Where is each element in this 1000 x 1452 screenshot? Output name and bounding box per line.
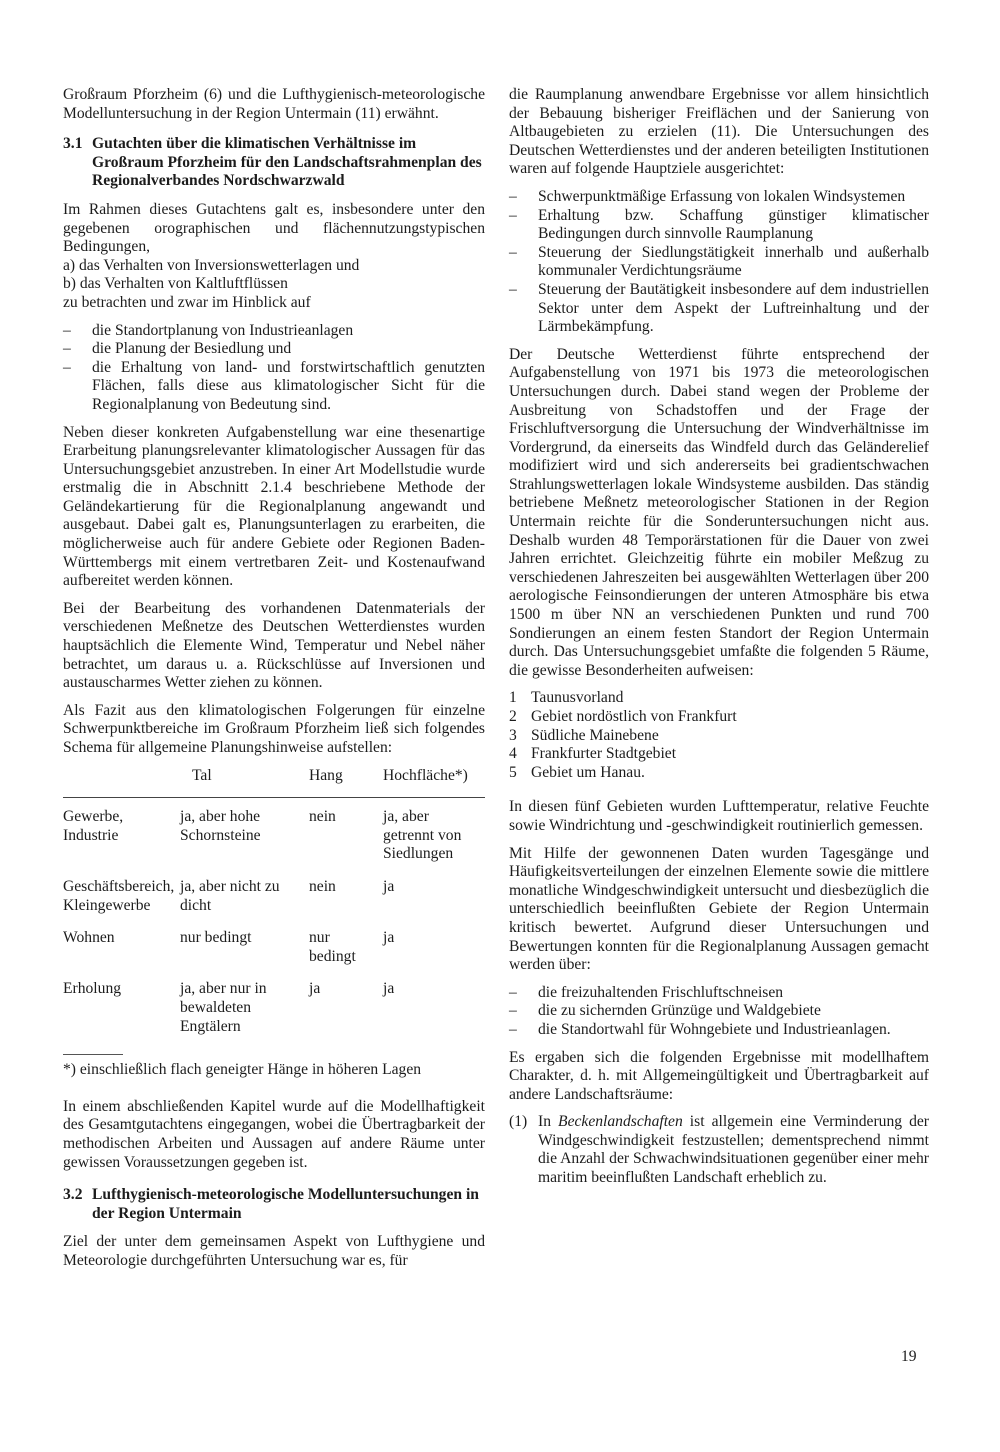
table-footnote: *) einschließlich flach geneigter Hänge in höheren Lagen [63,1061,422,1079]
table-cell: ja, aber getrennt von Siedlungen [383,808,462,863]
table-header-row [63,767,485,798]
table-cell: Geschäftsbereich, Kleingewerbe [63,877,175,914]
table-row [63,919,485,970]
list-item-b: b) das Verhalten von Kaltluftflüssen [63,275,288,293]
list-item: – die Standortplanung von Industrieanlagen [63,321,354,339]
table-cell: Wohnen [63,929,115,947]
paragraph: Als Fazit aus den klimatologischen Folgerungen für einzelne Schwerpunktbereiche im Großraum Pforzheim ließ sich folgendes Schema für allgemeine Planungshinweise aufstellen: [63,701,485,756]
page-number: 19 [901,1348,917,1365]
paragraph: Es ergaben sich die folgenden Ergebnisse mit modellhaftem Charakter, d. h. mit Allgemeingültigkeit und Übertragbarkeit auf andere Landschaftsräume: [509,1048,929,1103]
table-row [63,868,485,919]
list-item: – Erhaltung bzw. Schaffung günstiger klimatischer Bedingungen durch sinnvolle Raumplanung [509,206,929,243]
table-header: Hochfläche*) [383,767,485,798]
enum-number: (1) [509,1113,528,1131]
table-cell: Erholung [63,980,122,998]
dash-list [509,984,929,1040]
paragraph: Neben dieser konkreten Aufgabenstellung war eine thesenartige Erarbeitung planungsrelevanter klimatologischer Aussagen für das Untersuchungsgebiet anzustreben. In einer Art Modellstudie wurde erstmalig die in Abschnitt 2.1.4 beschriebene Methode der Geländekartierung für die Regionalplanung angewandt und ausgebaut. Dabei galt es, Planungsunterlagen zu erarbeiten, die möglicherweise auch für andere Gebiete oder Regionen Baden-Württembergs mit einem vertretbaren Zeit- und Kostenaufwand aufbereitet werden können. [63,423,485,590]
table-cell: nur bedingt [309,929,356,965]
section-heading-3-1 [63,135,485,191]
list-item: – die Standortwahl für Wohngebiete und Industrieanlagen. [509,1020,891,1038]
paragraph: Im Rahmen dieses Gutachtens galt es, insbesondere unter den gegebenen orographischen und flächennutzungstypischen Bedingungen, [63,200,485,256]
enumerated-item [509,1113,929,1187]
list-item: – die Erhaltung von land- und forstwirtschaftlich genutzten Flächen, falls diese aus klimatologischer Sicht für die Regionalplanung von Bedeutung sind. [63,358,485,413]
section-number: 3.1 [63,135,83,153]
table-header: Tal [180,767,309,798]
paragraph: die Raumplanung anwendbare Ergebnisse vor allem hinsichtlich der Bebauung bisheriger Freiflächen und der Sanierung von Altbaugebieten zu erzielen (11). Die Untersuchungen des Deutschen Wetterdienstes und der anderen beteiligten Institutionen waren auf folgende Hauptziele ausgerichtet: [509,86,929,178]
table-cell: nur bedingt [180,929,252,947]
area-list [509,689,929,782]
list-item: 5 Gebiet um Hanau. [509,763,645,781]
table-header: Hang [309,767,383,798]
paragraph-continuation: zu betrachten und zwar im Hinblick auf [63,293,311,311]
table-cell: ja, aber hohe Schornsteine [180,808,261,844]
table-cell: ja [383,877,395,895]
table-row [63,798,485,868]
section-number: 3.2 [63,1186,83,1204]
list-item: – Steuerung der Siedlungstätigkeit innerhalb und außerhalb kommunaler Verdichtungsräume [509,243,929,280]
right-column [509,86,929,1188]
enum-text: In Beckenlandschaften ist allgemein eine Verminderung der Windgeschwindigkeit festzustellen; dementsprechend nimmt die Anzahl der Schwachwindsituationen gegenüber einer mehr maritim beeinflußten Landschaft erheblich zu. [538,1113,929,1187]
list-item: 4 Frankfurter Stadtgebiet [509,745,677,763]
footnote-divider [63,1054,123,1055]
table-cell: ja [383,980,395,998]
list-item: – die Planung der Besiedlung und [63,340,292,358]
list-item: – Steuerung der Bautätigkeit insbesondere auf dem industriellen Sektor unter dem Aspekt der Luftreinhaltung und der Lärmbekämpfung. [509,280,929,336]
table-cell: nein [309,877,336,895]
table-cell: nein [309,808,336,826]
paragraph: In diesen fünf Gebieten wurden Lufttemperatur, relative Feuchte sowie Windrichtung und -geschwindigkeit routinierlich gemessen. [509,798,929,834]
left-column [63,86,485,1279]
section-heading-3-2 [63,1186,485,1223]
table-cell: Gewerbe, Industrie [63,808,124,844]
paragraph: Der Deutsche Wetterdienst führte entsprechend der Aufgabenstellung von 1971 bis 1973 die meteorologischen Untersuchungen durch. Dabei stand wegen der Probleme der Ausbreitung von Schadstoffen und der Frage der Frischluftversorgung die Untersuchung der Windverhältnisse im Vordergrund, da einerseits das Windfeld durch das Geländerelief modifiziert wird und sich andererseits bei gradientschwachen Strahlungswetterlagen lokale Windsysteme ausbilden. Das ständig betriebene Meßnetz meteorologischer Stationen in der Region Untermain reichte für die Sonderuntersuchungen nicht aus. Deshalb wurden 48 Temporärstationen für die Dauer von zwei Jahren errichtet. Gleichzeitig führte ein mobiler Meßzug zu verschiedenen Jahreszeiten bei ausgewählten Wetterlagen über 200 aerologische Feinsondierungen der unteren Atmosphäre bis etwa 1500 m über NN an verschiedenen Punkten und rund 700 Sondierungen an einem festen Standort der Region Untermain durch. Das Untersuchungsgebiet umfaßte die folgenden 5 Räume, die gewisse Besonderheiten aufweisen: [509,345,929,679]
paragraph: Bei der Bearbeitung des vorhandenen Datenmaterials der verschiedenen Meßnetze des Deutschen Wetterdienstes wurden hauptsächlich die Elemente Wind, Temperatur und Nebel näher betrachtet, um daraus u. a. Rückschlüsse auf Inversionen und austauscharmes Wetter ziehen zu können. [63,599,485,692]
list-item: – die freizuhaltenden Frischluftschneisen [509,983,784,1001]
table-cell: ja [383,929,395,947]
intro-paragraph: Großraum Pforzheim (6) und die Lufthygienisch-meteorologische Modelluntersuchung in der Region Untermain (11) erwähnt. [63,86,485,122]
planning-schema-table [63,767,485,1041]
section-title: Lufthygienisch-meteorologische Modelluntersuchungen in der Region Untermain [92,1186,479,1222]
list-item: – Schwerpunktmäßige Erfassung von lokalen Windsystemen [509,187,906,205]
list-item-a: a) das Verhalten von Inversionswetterlagen und [63,256,360,274]
list-item: – die zu sichernden Grünzüge und Waldgebiete [509,1002,821,1020]
table-header [63,767,180,798]
paragraph: Ziel der unter dem gemeinsamen Aspekt von Lufthygiene und Meteorologie durchgeführten Untersuchung war es, für [63,1233,485,1269]
table-row [63,970,485,1040]
list-item: 2 Gebiet nordöstlich von Frankfurt [509,708,737,725]
paragraph: Mit Hilfe der gewonnenen Daten wurden Tagesgänge und Häufigkeitsverteilungen der einzelnen Elemente sowie die mittlere monatliche Windgeschwindigkeit untersucht und diesbezüglich die unterschiedlich beeinflußten Gebiete der Region Untermain kritisch bewertet. Aufgrund dieser Untersuchungen und Bewertungen konnten für die Regionalplanung Aussagen gemacht werden über: [509,844,929,974]
list-item: 3 Südliche Mainebene [509,726,659,744]
list-item: 1 Taunusvorland [509,689,624,707]
table-cell: ja, aber nur in bewaldeten Engtälern [180,980,267,1035]
dash-list [63,322,485,415]
table-cell: ja, aber nicht zu dicht [180,877,280,914]
dash-list [509,188,929,337]
table-cell: ja [309,980,321,998]
section-title: Gutachten über die klimatischen Verhältnisse im Großraum Pforzheim für den Landschaftsrahmenplan des Regionalverbandes Nordschwarzwald [92,135,482,190]
paragraph: In einem abschließenden Kapitel wurde auf die Modellhaftigkeit des Gesamtgutachtens eingegangen, wobei die Übertragbarkeit der methodischen Arbeiten und Aussagen auf andere Räume unter gewissen Voraussetzungen gegeben ist. [63,1097,485,1171]
